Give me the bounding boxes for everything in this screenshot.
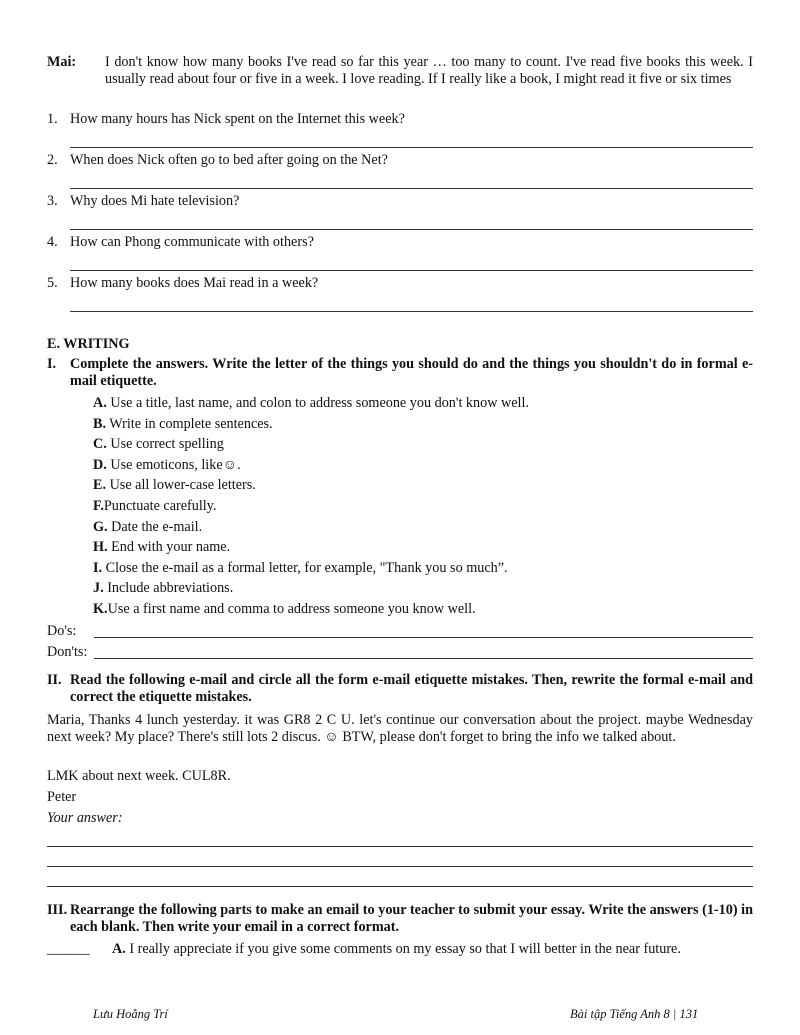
item-text: I really appreciate if you give some comments on my essay so that I will better in the near future. bbox=[125, 941, 681, 957]
speaker-label: Mai: bbox=[47, 54, 77, 70]
answer-line[interactable] bbox=[70, 270, 753, 271]
question-number: 4. bbox=[47, 234, 58, 250]
item-text: Date the e-mail. bbox=[107, 518, 203, 535]
email-body: Maria, Thanks 4 lunch yesterday. it was GR8 2 C U. let's continue our conversation about the project. maybe Wednesday next week? My place? There's still lots 2 discus. ☺ BTW, please don't forget to bring the info we talked about. bbox=[47, 712, 753, 745]
question-text: How many books does Mai read in a week? bbox=[70, 275, 319, 291]
part-instruction: Read the following e-mail and circle all the form e-mail etiquette mistakes. Then, rewrite the formal e-mail and correct the etiquette mistakes. bbox=[70, 672, 753, 705]
mai-paragraph: I don't know how many books I've read so far this year … too many to count. I've read five books this week. I usually read about four or five in a week. I love reading. If I really like a book, I might read it five or six times bbox=[105, 54, 753, 87]
question-number: 3. bbox=[47, 193, 58, 209]
question-number: 5. bbox=[47, 275, 58, 291]
answer-line[interactable] bbox=[47, 886, 753, 887]
etiquette-item bbox=[93, 477, 256, 494]
item-text: Use emoticons, like☺. bbox=[106, 456, 241, 473]
email-signature: Peter bbox=[47, 789, 77, 805]
etiquette-item bbox=[93, 601, 476, 618]
email-closing: LMK about next week. CUL8R. bbox=[47, 768, 231, 784]
item-letter: C. bbox=[93, 436, 107, 453]
answer-line[interactable] bbox=[70, 229, 753, 230]
item-letter: D. bbox=[93, 456, 107, 473]
answer-line[interactable] bbox=[70, 311, 753, 312]
etiquette-item bbox=[93, 416, 273, 433]
item-text: Use all lower-case letters. bbox=[106, 477, 256, 494]
item-text: Use a first name and comma to address someone you know well. bbox=[107, 601, 476, 617]
item-text: Close the e-mail as a formal letter, for example, "Thank you so much”. bbox=[102, 559, 508, 576]
answer-line[interactable] bbox=[70, 188, 753, 189]
item-letter: F. bbox=[93, 498, 104, 514]
section-heading: E. WRITING bbox=[47, 336, 130, 352]
question-text: When does Nick often go to bed after going on the Net? bbox=[70, 152, 388, 168]
answer-line[interactable] bbox=[94, 658, 753, 659]
part-instruction: Rearrange the following parts to make an email to your teacher to submit your essay. Write the answers (1-10) in each blank. Then write your email in a correct format. bbox=[70, 902, 753, 935]
etiquette-item bbox=[93, 395, 529, 412]
your-answer-label: Your answer: bbox=[47, 810, 123, 826]
item-letter: H. bbox=[93, 539, 108, 556]
rearrange-item bbox=[112, 941, 753, 958]
footer-author: Lưu Hoằng Trí bbox=[93, 1007, 168, 1021]
etiquette-item bbox=[93, 498, 216, 515]
item-text: Write in complete sentences. bbox=[106, 415, 273, 432]
item-letter: K. bbox=[93, 601, 108, 617]
etiquette-item bbox=[93, 436, 224, 453]
question-number: 2. bbox=[47, 152, 58, 168]
part-number: III. bbox=[47, 902, 68, 918]
answer-line[interactable] bbox=[47, 866, 753, 867]
etiquette-item bbox=[93, 519, 202, 536]
question-text: How many hours has Nick spent on the Internet this week? bbox=[70, 111, 405, 127]
item-text: Include abbreviations. bbox=[103, 580, 234, 597]
item-letter: E. bbox=[93, 477, 107, 494]
footer-page-info: Bài tập Tiếng Anh 8 | 131 bbox=[570, 1007, 699, 1021]
dos-label: Do's: bbox=[47, 623, 77, 639]
part-instruction: Complete the answers. Write the letter of the things you should do and the things you shouldn't do in formal e-mail etiquette. bbox=[70, 356, 753, 389]
etiquette-item bbox=[93, 539, 230, 556]
part-number: II. bbox=[47, 672, 62, 688]
question-number: 1. bbox=[47, 111, 58, 127]
etiquette-item bbox=[93, 560, 508, 577]
donts-label: Don'ts: bbox=[47, 644, 88, 660]
item-letter: J. bbox=[93, 580, 104, 597]
answer-line[interactable] bbox=[70, 147, 753, 148]
etiquette-item bbox=[93, 457, 241, 474]
question-text: Why does Mi hate television? bbox=[70, 193, 240, 209]
item-letter: B. bbox=[93, 415, 107, 432]
item-text: Punctuate carefully. bbox=[103, 498, 217, 514]
item-text: Use correct spelling bbox=[106, 436, 224, 453]
etiquette-item bbox=[93, 580, 233, 597]
answer-blank[interactable]: ______ bbox=[47, 941, 90, 957]
item-letter: I. bbox=[93, 559, 103, 576]
item-letter: G. bbox=[93, 518, 108, 535]
item-letter: A. bbox=[93, 395, 107, 411]
item-text: Use a title, last name, and colon to address someone you don't know well. bbox=[106, 395, 529, 411]
question-text: How can Phong communicate with others? bbox=[70, 234, 314, 250]
item-letter: A. bbox=[112, 941, 126, 957]
answer-line[interactable] bbox=[94, 637, 753, 638]
part-number: I. bbox=[47, 356, 57, 372]
item-text: End with your name. bbox=[107, 539, 231, 556]
answer-line[interactable] bbox=[47, 846, 753, 847]
